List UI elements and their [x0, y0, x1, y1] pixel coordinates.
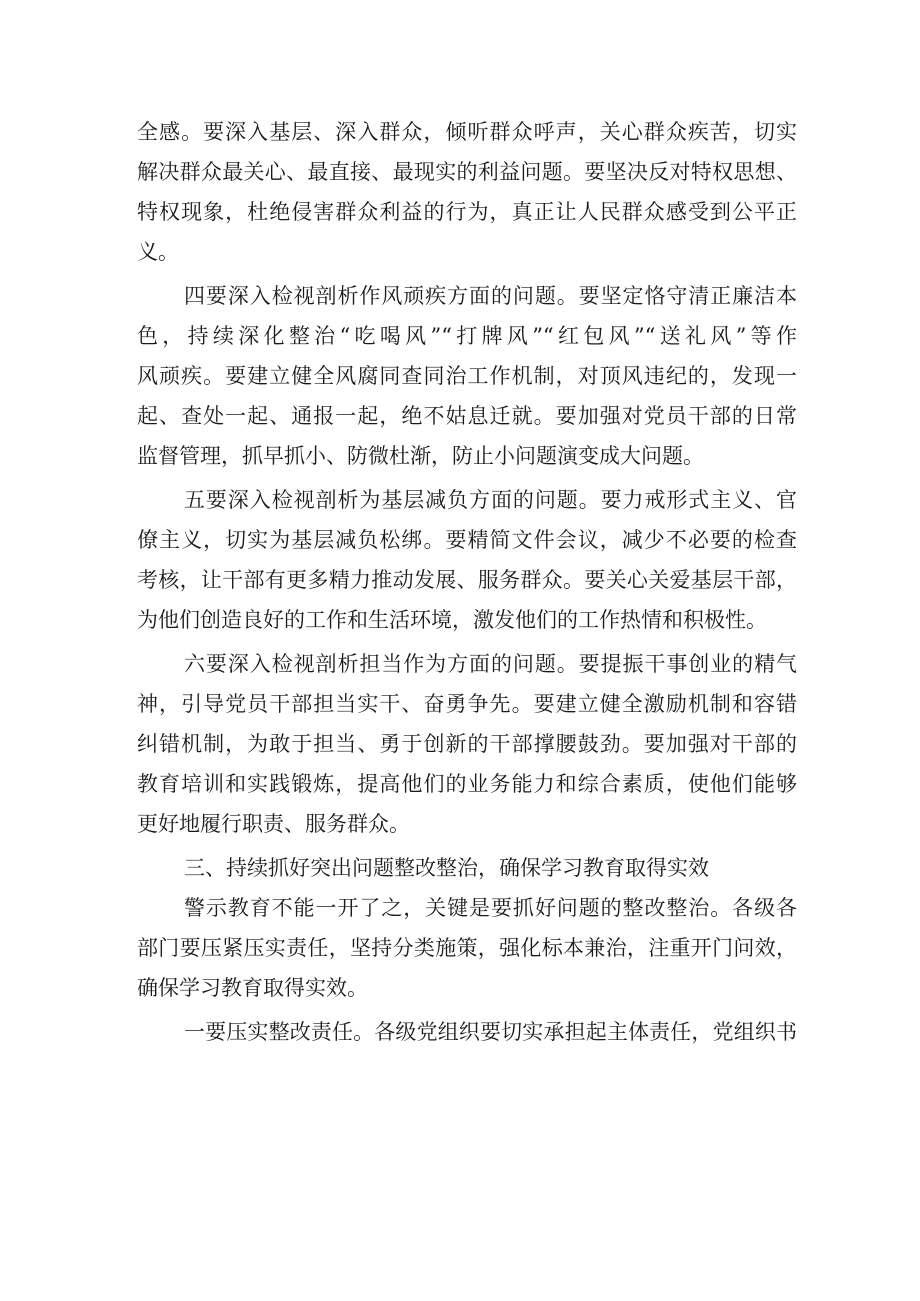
text-line: 部门要压紧压实责任，坚持分类施策，强化标本兼治，注重开门问效， — [137, 936, 797, 960]
text-line: 确保学习教育取得实效。 — [137, 976, 368, 1000]
text-line: 五要深入检视剖析为基层减负方面的问题。要力戒形式主义、官 — [184, 488, 797, 512]
text-line: 起、查处一起、通报一起，绝不姑息迁就。要加强对党员干部的日常 — [137, 404, 797, 428]
text-line: 考核，让干部有更多精力推动发展、服务群众。要关心关爱基层干部， — [137, 568, 797, 592]
text-line: 为他们创造良好的工作和生活环境，激发他们的工作热情和积极性。 — [137, 608, 767, 632]
text-line: 特权现象，杜绝侵害群众利益的行为，真正让人民群众感受到公平正 — [137, 200, 797, 224]
paragraph-1 — [137, 112, 797, 272]
text-line: 义。 — [137, 240, 179, 264]
text-line: 警示教育不能一开了之，关键是要抓好问题的整改整治。各级各 — [184, 896, 797, 920]
text-line: 纠错机制，为敢于担当、勇于创新的干部撑腰鼓劲。要加强对干部的 — [137, 732, 797, 756]
text-line: 僚主义，切实为基层减负松绑。要精简文件会议，减少不必要的检查 — [137, 528, 797, 552]
text-line: 全感。要深入基层、深入群众，倾听群众呼声，关心群众疾苦，切实 — [137, 120, 797, 144]
paragraph-5 — [137, 888, 797, 1008]
paragraph-2 — [137, 276, 797, 476]
text-line: 解决群众最关心、最直接、最现实的利益问题。要坚决反对特权思想、 — [137, 160, 797, 184]
text-line: 神，引导党员干部担当实干、奋勇争先。要建立健全激励机制和容错 — [137, 692, 797, 716]
paragraph-4 — [137, 644, 797, 844]
section-heading-text: 三、持续抓好突出问题整改整治，确保学习教育取得实效 — [184, 856, 709, 880]
text-line: 教育培训和实践锻炼，提高他们的业务能力和综合素质，使他们能够 — [137, 772, 797, 796]
text-line: 监督管理，抓早抓小、防微杜渐，防止小问题演变成大问题。 — [137, 444, 704, 468]
text-line: 风顽疾。要建立健全风腐同查同治工作机制，对顶风违纪的，发现一 — [137, 364, 797, 388]
section-heading — [137, 848, 797, 888]
text-line: 六要深入检视剖析担当作为方面的问题。要提振干事创业的精气 — [184, 652, 797, 676]
paragraph-6 — [137, 1012, 797, 1052]
paragraph-3 — [137, 480, 797, 640]
text-line: 更好地履行职责、服务群众。 — [137, 812, 410, 836]
text-line: 色，持续深化整治“吃喝风”“打牌风”“红包风”“送礼风”等作 — [137, 324, 797, 348]
document-body — [137, 112, 797, 1052]
text-line: 一要压实整改责任。各级党组织要切实承担起主体责任，党组织书 — [184, 1020, 797, 1044]
text-line: 四要深入检视剖析作风顽疾方面的问题。要坚定恪守清正廉洁本 — [184, 284, 797, 308]
